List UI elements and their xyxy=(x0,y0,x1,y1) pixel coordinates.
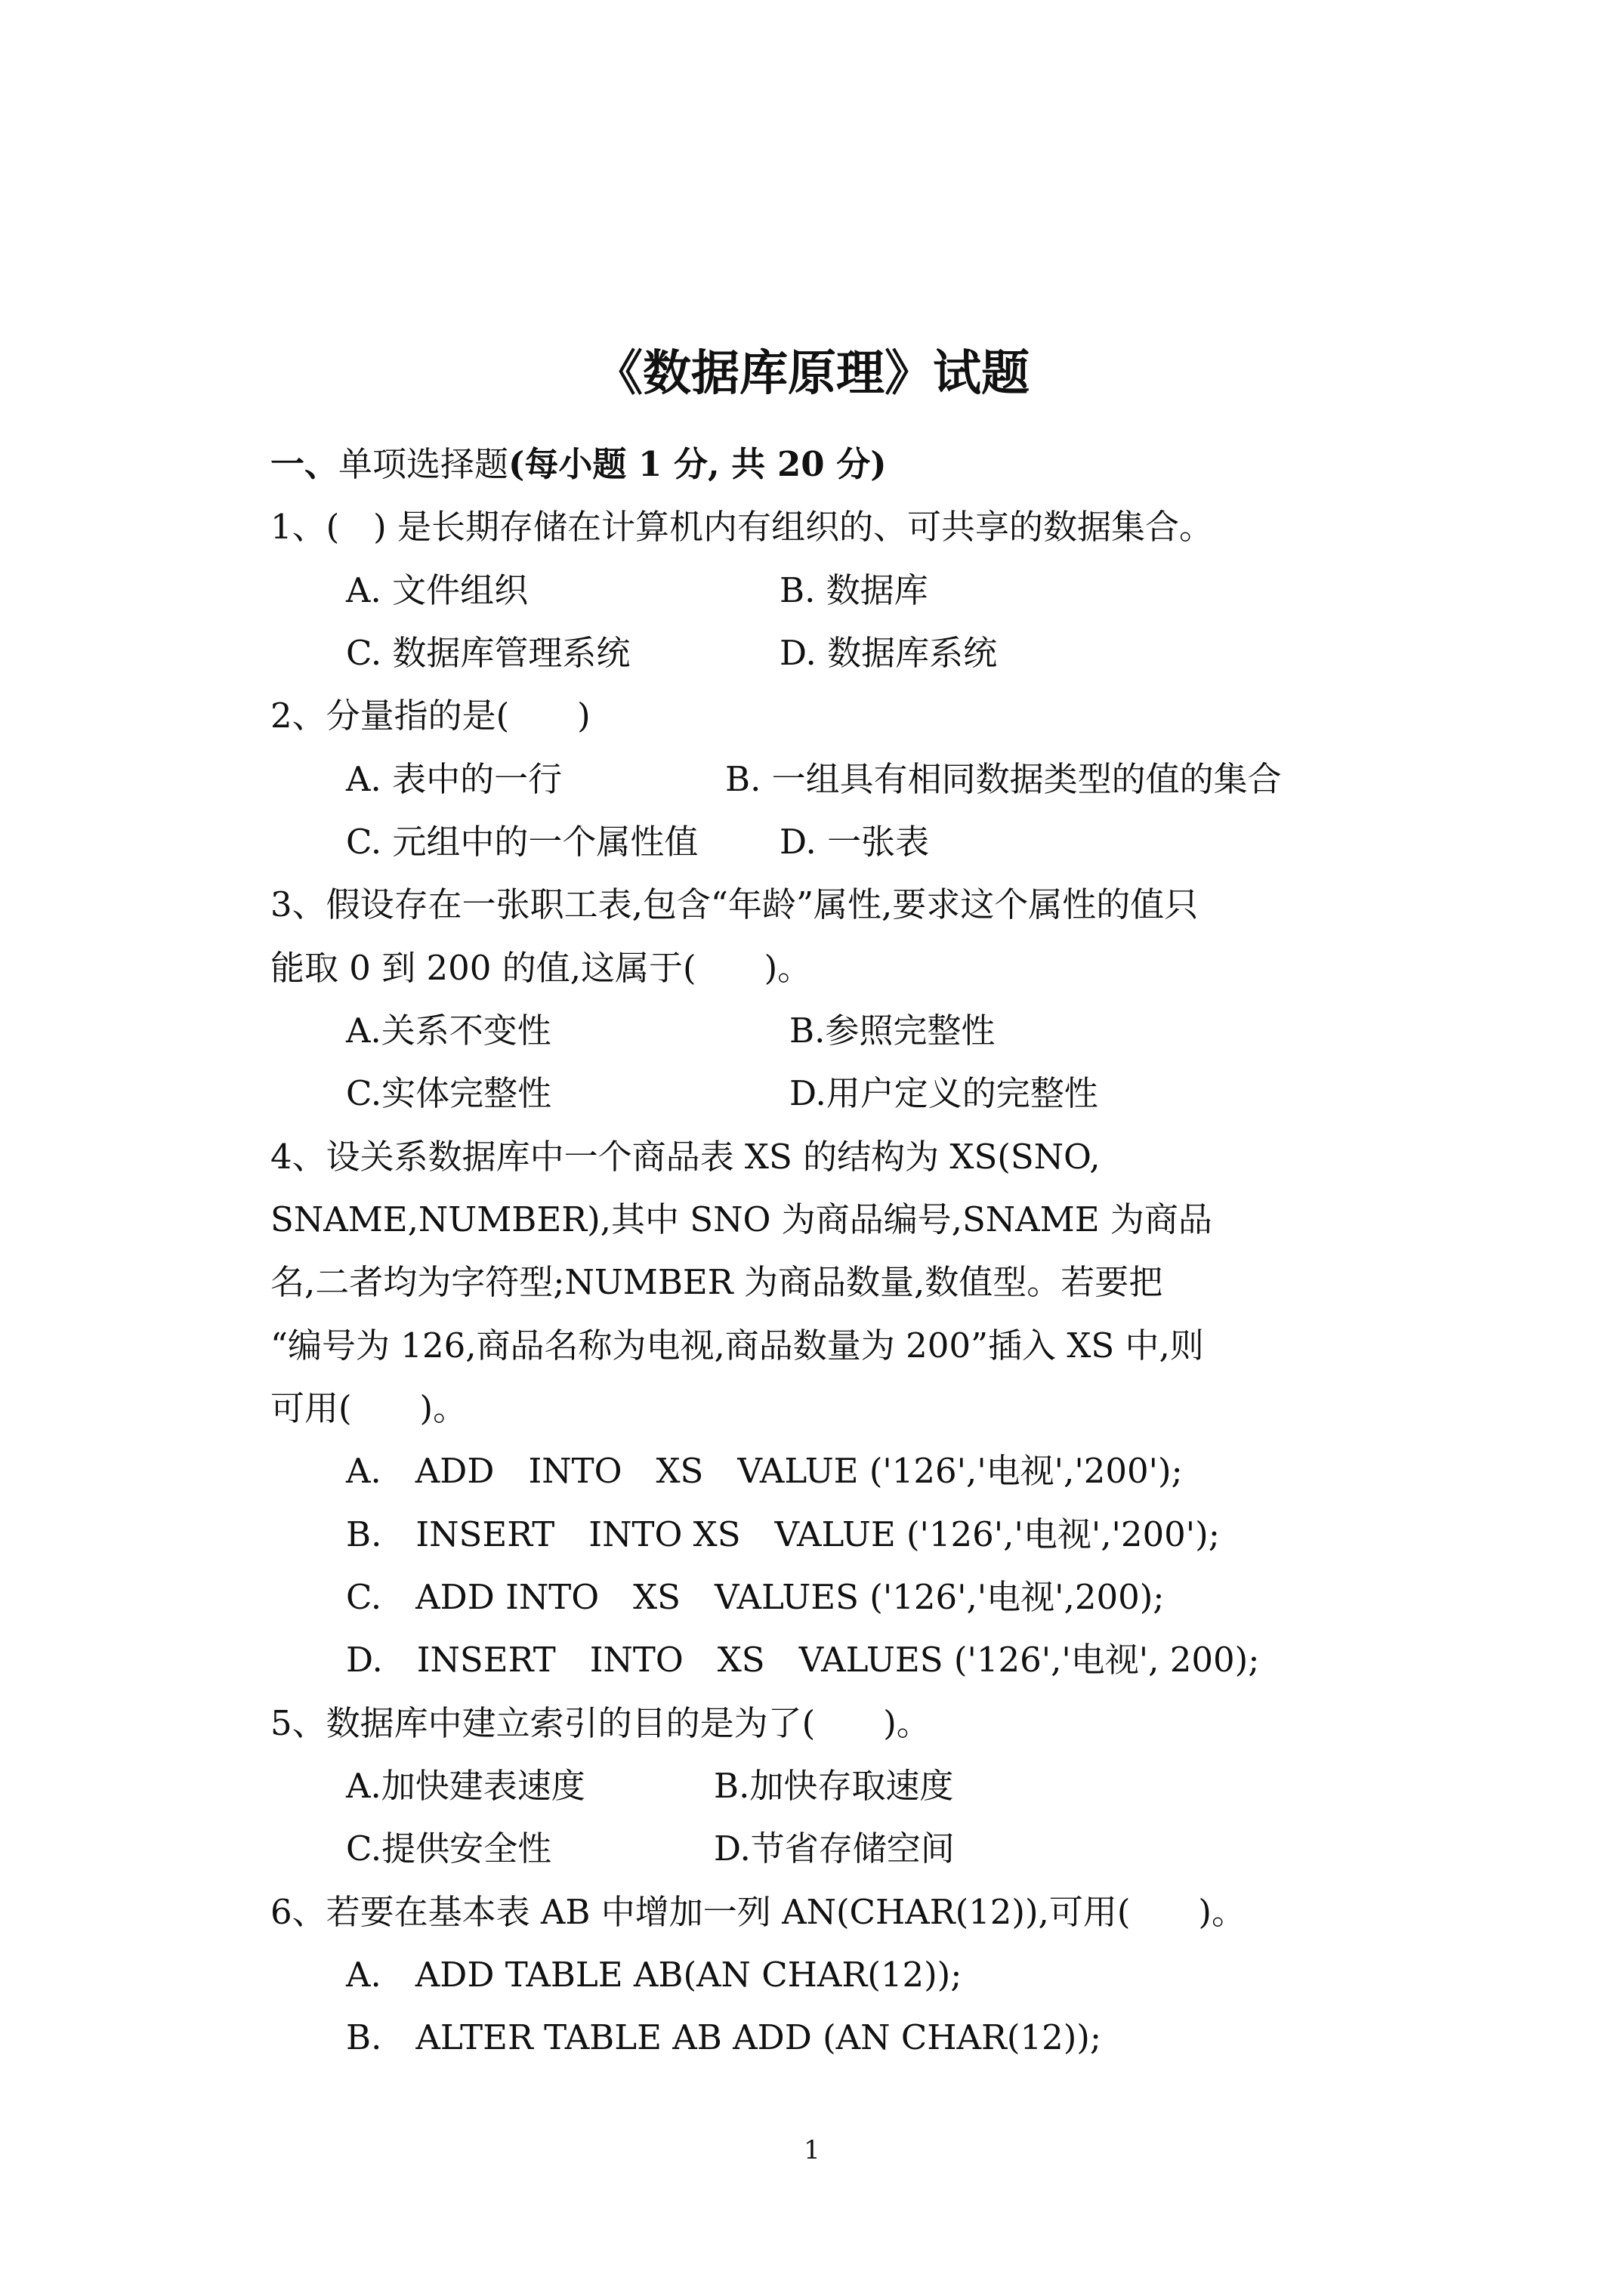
question-1-option-c: C. 数据库管理系统 xyxy=(346,633,631,673)
question-2-text: 2、分量指的是( ) xyxy=(270,696,591,736)
question-2-option-c: C. 元组中的一个属性值 xyxy=(346,822,699,862)
question-6-option-b: B. ALTER TABLE AB ADD (AN CHAR(12)); xyxy=(346,2017,1101,2057)
question-3-option-b: B.参照完整性 xyxy=(789,1011,996,1051)
question-4-text-line-3: 名,二者均为字符型;NUMBER 为商品数量,数值型。若要把 xyxy=(270,1262,1163,1302)
section-heading xyxy=(270,442,887,487)
question-1-option-d: D. 数据库系统 xyxy=(780,633,998,673)
question-4-text-line-1: 4、设关系数据库中一个商品表 XS 的结构为 XS(SNO, xyxy=(270,1137,1101,1177)
question-2-option-d: D. 一张表 xyxy=(780,822,930,862)
question-1-option-a: A. 文件组织 xyxy=(346,570,529,610)
question-5-option-b: B.加快存取速度 xyxy=(714,1766,954,1806)
question-3-text-line-2: 能取 0 到 200 的值,这属于( )。 xyxy=(270,948,812,988)
question-5-text: 5、数据库中建立索引的目的是为了( )。 xyxy=(270,1703,931,1743)
page-number: 1 xyxy=(804,2135,820,2165)
question-4-option-a: A. ADD INTO XS VALUE ('126','电视','200'); xyxy=(346,1451,1183,1491)
question-1-text: 1、( ) 是长期存储在计算机内有组织的、可共享的数据集合。 xyxy=(270,507,1214,547)
question-4-text-line-2: SNAME,NUMBER),其中 SNO 为商品编号,SNAME 为商品 xyxy=(270,1199,1212,1239)
question-3-option-d: D.用户定义的完整性 xyxy=(789,1073,1098,1113)
section-name: 单项选择题 xyxy=(338,444,509,484)
question-5-option-d: D.节省存储空间 xyxy=(714,1829,955,1869)
question-4-option-b: B. INSERT INTO XS VALUE ('126','电视','200'); xyxy=(346,1514,1220,1554)
question-2-option-a: A. 表中的一行 xyxy=(346,759,563,799)
question-6-text: 6、若要在基本表 AB 中增加一列 AN(CHAR(12)),可用( )。 xyxy=(270,1892,1246,1932)
question-4-option-c: C. ADD INTO XS VALUES ('126','电视',200); xyxy=(346,1577,1165,1617)
question-5-option-c: C.提供安全性 xyxy=(346,1829,552,1869)
question-3-text-line-1: 3、假设存在一张职工表,包含“年龄”属性,要求这个属性的值只 xyxy=(270,884,1199,924)
question-4-option-d: D. INSERT INTO XS VALUES ('126','电视', 200); xyxy=(346,1640,1260,1680)
question-1-option-b: B. 数据库 xyxy=(780,570,928,610)
question-6-option-a: A. ADD TABLE AB(AN CHAR(12)); xyxy=(346,1955,962,1995)
section-scoring: (每小题 1 分, 共 20 分) xyxy=(508,444,887,484)
question-2-option-b: B. 一组具有相同数据类型的值的集合 xyxy=(725,759,1282,799)
question-4-text-line-5: 可用( )。 xyxy=(270,1388,468,1428)
question-3-option-c: C.实体完整性 xyxy=(346,1073,552,1113)
question-3-option-a: A.关系不变性 xyxy=(346,1011,551,1051)
question-5-option-a: A.加快建表速度 xyxy=(346,1766,585,1806)
page-title: 《数据库原理》试题 xyxy=(594,345,1030,402)
question-4-text-line-4: “编号为 126,商品名称为电视,商品数量为 200”插入 XS 中,则 xyxy=(270,1325,1204,1366)
section-number: 一、 xyxy=(270,444,339,484)
